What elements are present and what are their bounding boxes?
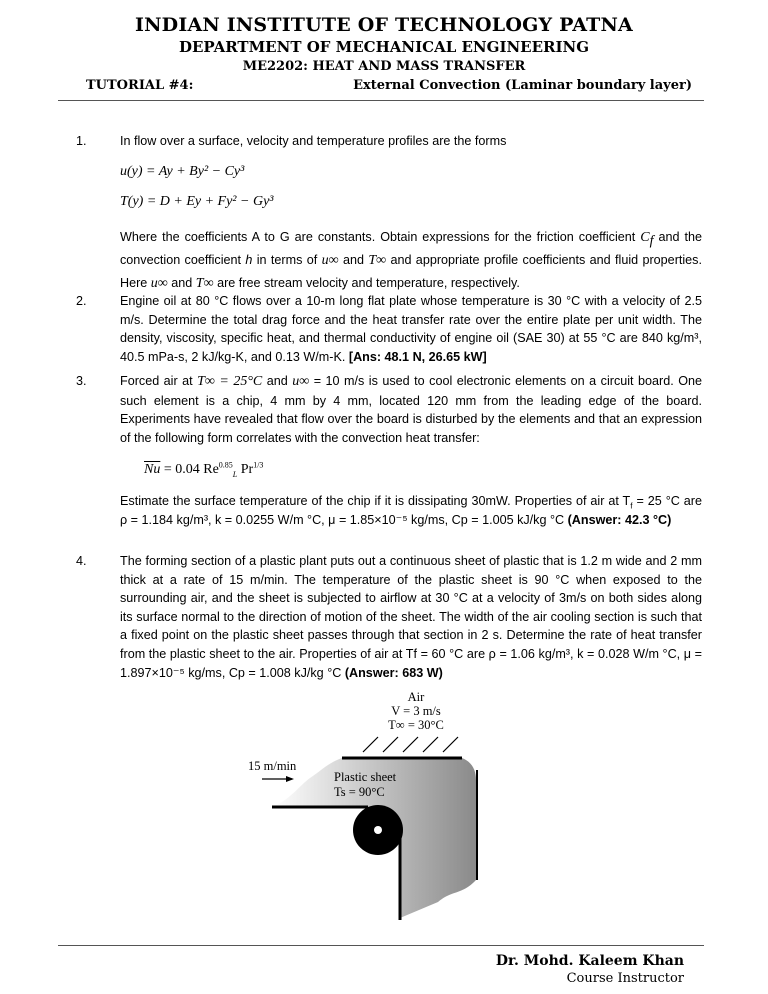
header-divider <box>58 100 704 101</box>
tutorial-topic: External Convection (Laminar boundary layer) <box>353 78 692 93</box>
problem-text: Forced air at T∞ = 25°C and u∞ = 10 m/s is used to cool electronic elements on a circuit board. One such element is a chip, 4 mm by 4 mm, located 120 mm from the leading edge of the board. Experiments have revealed that flow over the board is disturbed by the elements and that an expression of the following form correlates with the convection heat transfer: <box>120 374 703 445</box>
problem-text: Engine oil at 80 °C flows over a 10-m long flat plate whose temperature is 30 °C with a velocity of 2.5 m/s. Determine the total drag force and the heat transfer rate over the entire plate per unit width. The density, viscosity, specific heat, and thermal conductivity of engine oil (SAE 30) at 55 °C are 840 kg/m³, 40.5 mPa-s, 2 kJ/kg-K, and 0.13 W/m-K. [Ans: 48.1 N, 26.65 kW] <box>120 294 702 364</box>
problem-1 <box>76 132 702 295</box>
answer: (Answer: 42.3 °C) <box>567 512 672 527</box>
problem-number: 2. <box>76 294 87 308</box>
air-label: Air <box>407 690 425 704</box>
sheet-temp-label: Ts = 90°C <box>334 785 385 799</box>
problem-number: 4. <box>76 554 87 568</box>
plastic-sheet-label: Plastic sheet <box>334 770 397 784</box>
problem-text-continued: Estimate the surface temperature of the chip if it is dissipating 30mW. Properties of air at $T_f = 25$ °C are ρ = 1.184 kg/m³, k = 0.0255 W/m °C, μ = 1.85×10⁻⁵ kg/ms, Cp = 1.005 kJ/kg °C (Answer: 42.3 °C) <box>120 493 702 527</box>
problem-2 <box>76 292 702 366</box>
plastic-sheet-figure <box>230 690 500 940</box>
problem-text: Where the coefficients A to G are constants. Obtain expressions for the friction coefficient $C_f$ and the convection coefficient h in terms of u∞ and T∞ and appropriate profile coefficients and fluid properties. Here u∞ and T∞ are free stream velocity and temperature, respectively. <box>120 229 702 291</box>
nusselt-correlation: $\overline{Nu} = 0.04$ $Re^{0.85}_L$ $Pr^{1/3}$ <box>144 460 264 480</box>
course-title: ME2202: HEAT AND MASS TRANSFER <box>242 59 526 74</box>
sheet-speed-label: 15 m/min <box>248 759 297 773</box>
problem-text: The forming section of a plastic plant puts out a continuous sheet of plastic that is 1.2 m wide and 2 mm thick at a rate of 15 m/min. The temperature of the plastic sheet is 90 °C when exposed to the surrounding air, and the sheet is subjected to airflow at 30 °C at a velocity of 3m/s on both sides along its surface normal to the direction of motion of the sheet. The width of the air cooling section is such that a fixed point on the plastic sheet passes through that section in 2 s. Determine the rate of heat transfer from the plastic sheet to the air. Properties of air at Tf = 60 °C are ρ = 1.06 kg/m³, k = 0.028 W/m °C, μ = 1.897×10⁻⁵ kg/ms, Cp = 1.008 kJ/kg °C (Answer: 683 W) <box>120 554 702 680</box>
problem-intro: In flow over a surface, velocity and temperature profiles are the forms <box>120 134 507 148</box>
answer: (Answer: 683 W) <box>344 665 443 680</box>
temperature-profile-equation: T(y) = D + Ey + Fy² − Gy³ <box>120 194 274 210</box>
free-stream-temp-label: T∞ = 30°C <box>388 718 444 732</box>
problem-3 <box>76 372 702 529</box>
department-title: DEPARTMENT OF MECHANICAL ENGINEERING <box>178 38 590 56</box>
air-flow-arrows-icon <box>363 737 458 752</box>
problem-4 <box>76 552 702 682</box>
velocity-profile-equation: u(y) = Ay + By² − Cy³ <box>120 163 245 179</box>
instructor-name: Dr. Mohd. Kaleem Khan <box>495 953 684 969</box>
problem-number: 1. <box>76 134 87 148</box>
problem-number: 3. <box>76 374 87 388</box>
footer-divider <box>58 945 704 946</box>
institute-title: INDIAN INSTITUTE OF TECHNOLOGY PATNA <box>135 14 633 36</box>
motion-arrow-icon <box>286 776 294 782</box>
instructor-role: Course Instructor <box>566 971 684 986</box>
velocity-label: V = 3 m/s <box>391 704 441 718</box>
answer: [Ans: 48.1 N, 26.65 kW] <box>348 349 487 364</box>
tutorial-number: TUTORIAL #4: <box>86 78 194 93</box>
